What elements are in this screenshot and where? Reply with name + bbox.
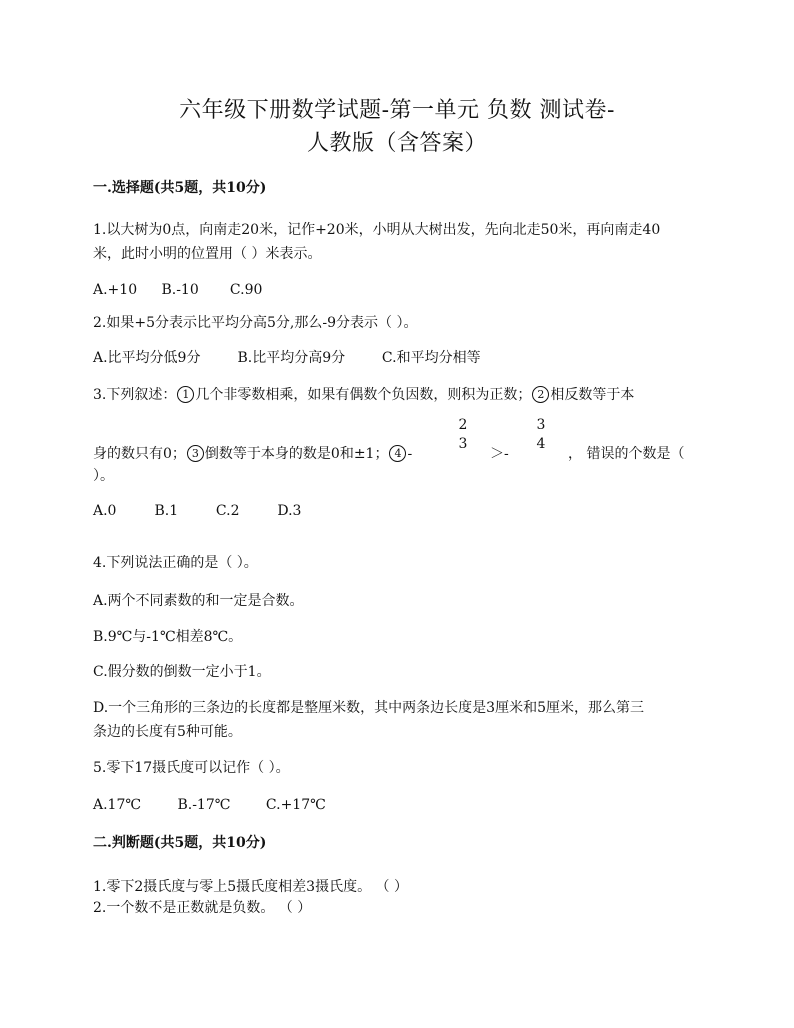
q3-option-c[interactable]: C.2 [215, 503, 240, 519]
q5-option-a[interactable]: A.17℃ [93, 797, 142, 813]
q3-text-line1: 3.下列叙述： 1 几个非零数相乘，如果有偶数个负因数，则积为正数； 2 相反数等于本 [93, 387, 635, 403]
q4-option-d-line1[interactable]: D.一个三角形的三条边的长度都是整厘米数，其中两条边长度是3厘米和5厘米，那么第三 [93, 700, 644, 716]
section1-heading: 一.选择题(共5题，共10分) [93, 180, 267, 196]
q2-options [93, 348, 481, 368]
q2-option-c[interactable]: C.和平均分相等 [381, 350, 481, 366]
q2-text: 2.如果+5分表示比平均分高5分,那么-9分表示（ ）。 [93, 315, 418, 331]
q4-option-c[interactable]: C.假分数的倒数一定小于1。 [93, 664, 271, 680]
circled-number-4: 4 [389, 445, 406, 462]
q1-text-line1: 1.以大树为0点，向南走20米，记作+20米，小明从大树出发，先向北走50米，再向南走40 [93, 222, 661, 238]
circled-number-2: 2 [532, 386, 549, 403]
q3-option-d[interactable]: D.3 [277, 503, 302, 519]
q3-text-line3: ）。 [93, 468, 114, 484]
j2-text: 2.一个数不是正数就是负数。 （ ） [93, 900, 312, 916]
q2-option-a[interactable]: A.比平均分低9分 [93, 350, 201, 366]
circled-number-1: 1 [177, 386, 194, 403]
q5-option-c[interactable]: C.+17℃ [265, 797, 326, 813]
j1-text: 1.零下2摄氏度与零上5摄氏度相差3摄氏度。 （ ） [93, 879, 408, 895]
q3-options [93, 501, 301, 521]
q1-option-a[interactable]: A.+10 [93, 282, 138, 298]
section2-heading: 二.判断题(共5题，共10分) [93, 835, 267, 851]
doc-title-line2: 人教版（含答案） [306, 131, 487, 156]
q5-text: 5.零下17摄氏度可以记作（ ）。 [93, 760, 290, 776]
fraction-3-4: 3 4 [536, 417, 546, 452]
q3-option-b[interactable]: B.1 [154, 503, 179, 519]
q5-options [93, 795, 326, 815]
q1-text-line2: 米，此时小明的位置用（ ）米表示。 [93, 246, 322, 262]
q4-option-b[interactable]: B.9℃与-1℃相差8℃。 [93, 629, 243, 645]
q3-option-a[interactable]: A.0 [93, 503, 117, 519]
q3-text-line2-end: ， 错误的个数是（ [568, 446, 685, 462]
q2-option-b[interactable]: B.比平均分高9分 [237, 350, 346, 366]
q3-text-line2: 身的数只有0； 3 倒数等于本身的数是0和±1； 4 - [93, 446, 413, 462]
doc-title-line1: 六年级下册数学试题-第一单元 负数 测试卷- [179, 98, 615, 123]
q1-option-b[interactable]: B.-10 [161, 282, 199, 298]
q4-option-d-line2: 条边的长度有5种可能。 [93, 724, 242, 740]
q4-option-a[interactable]: A.两个不同素数的和一定是合数。 [93, 593, 304, 609]
q3-greater-than: ＞- [490, 446, 509, 462]
q4-text: 4.下列说法正确的是（ ）。 [93, 555, 258, 571]
fraction-2-3: 2 3 [458, 417, 468, 452]
q5-option-b[interactable]: B.-17℃ [177, 797, 231, 813]
q1-option-c[interactable]: C.90 [229, 282, 263, 298]
q1-options [93, 280, 262, 300]
circled-number-3: 3 [187, 445, 204, 462]
